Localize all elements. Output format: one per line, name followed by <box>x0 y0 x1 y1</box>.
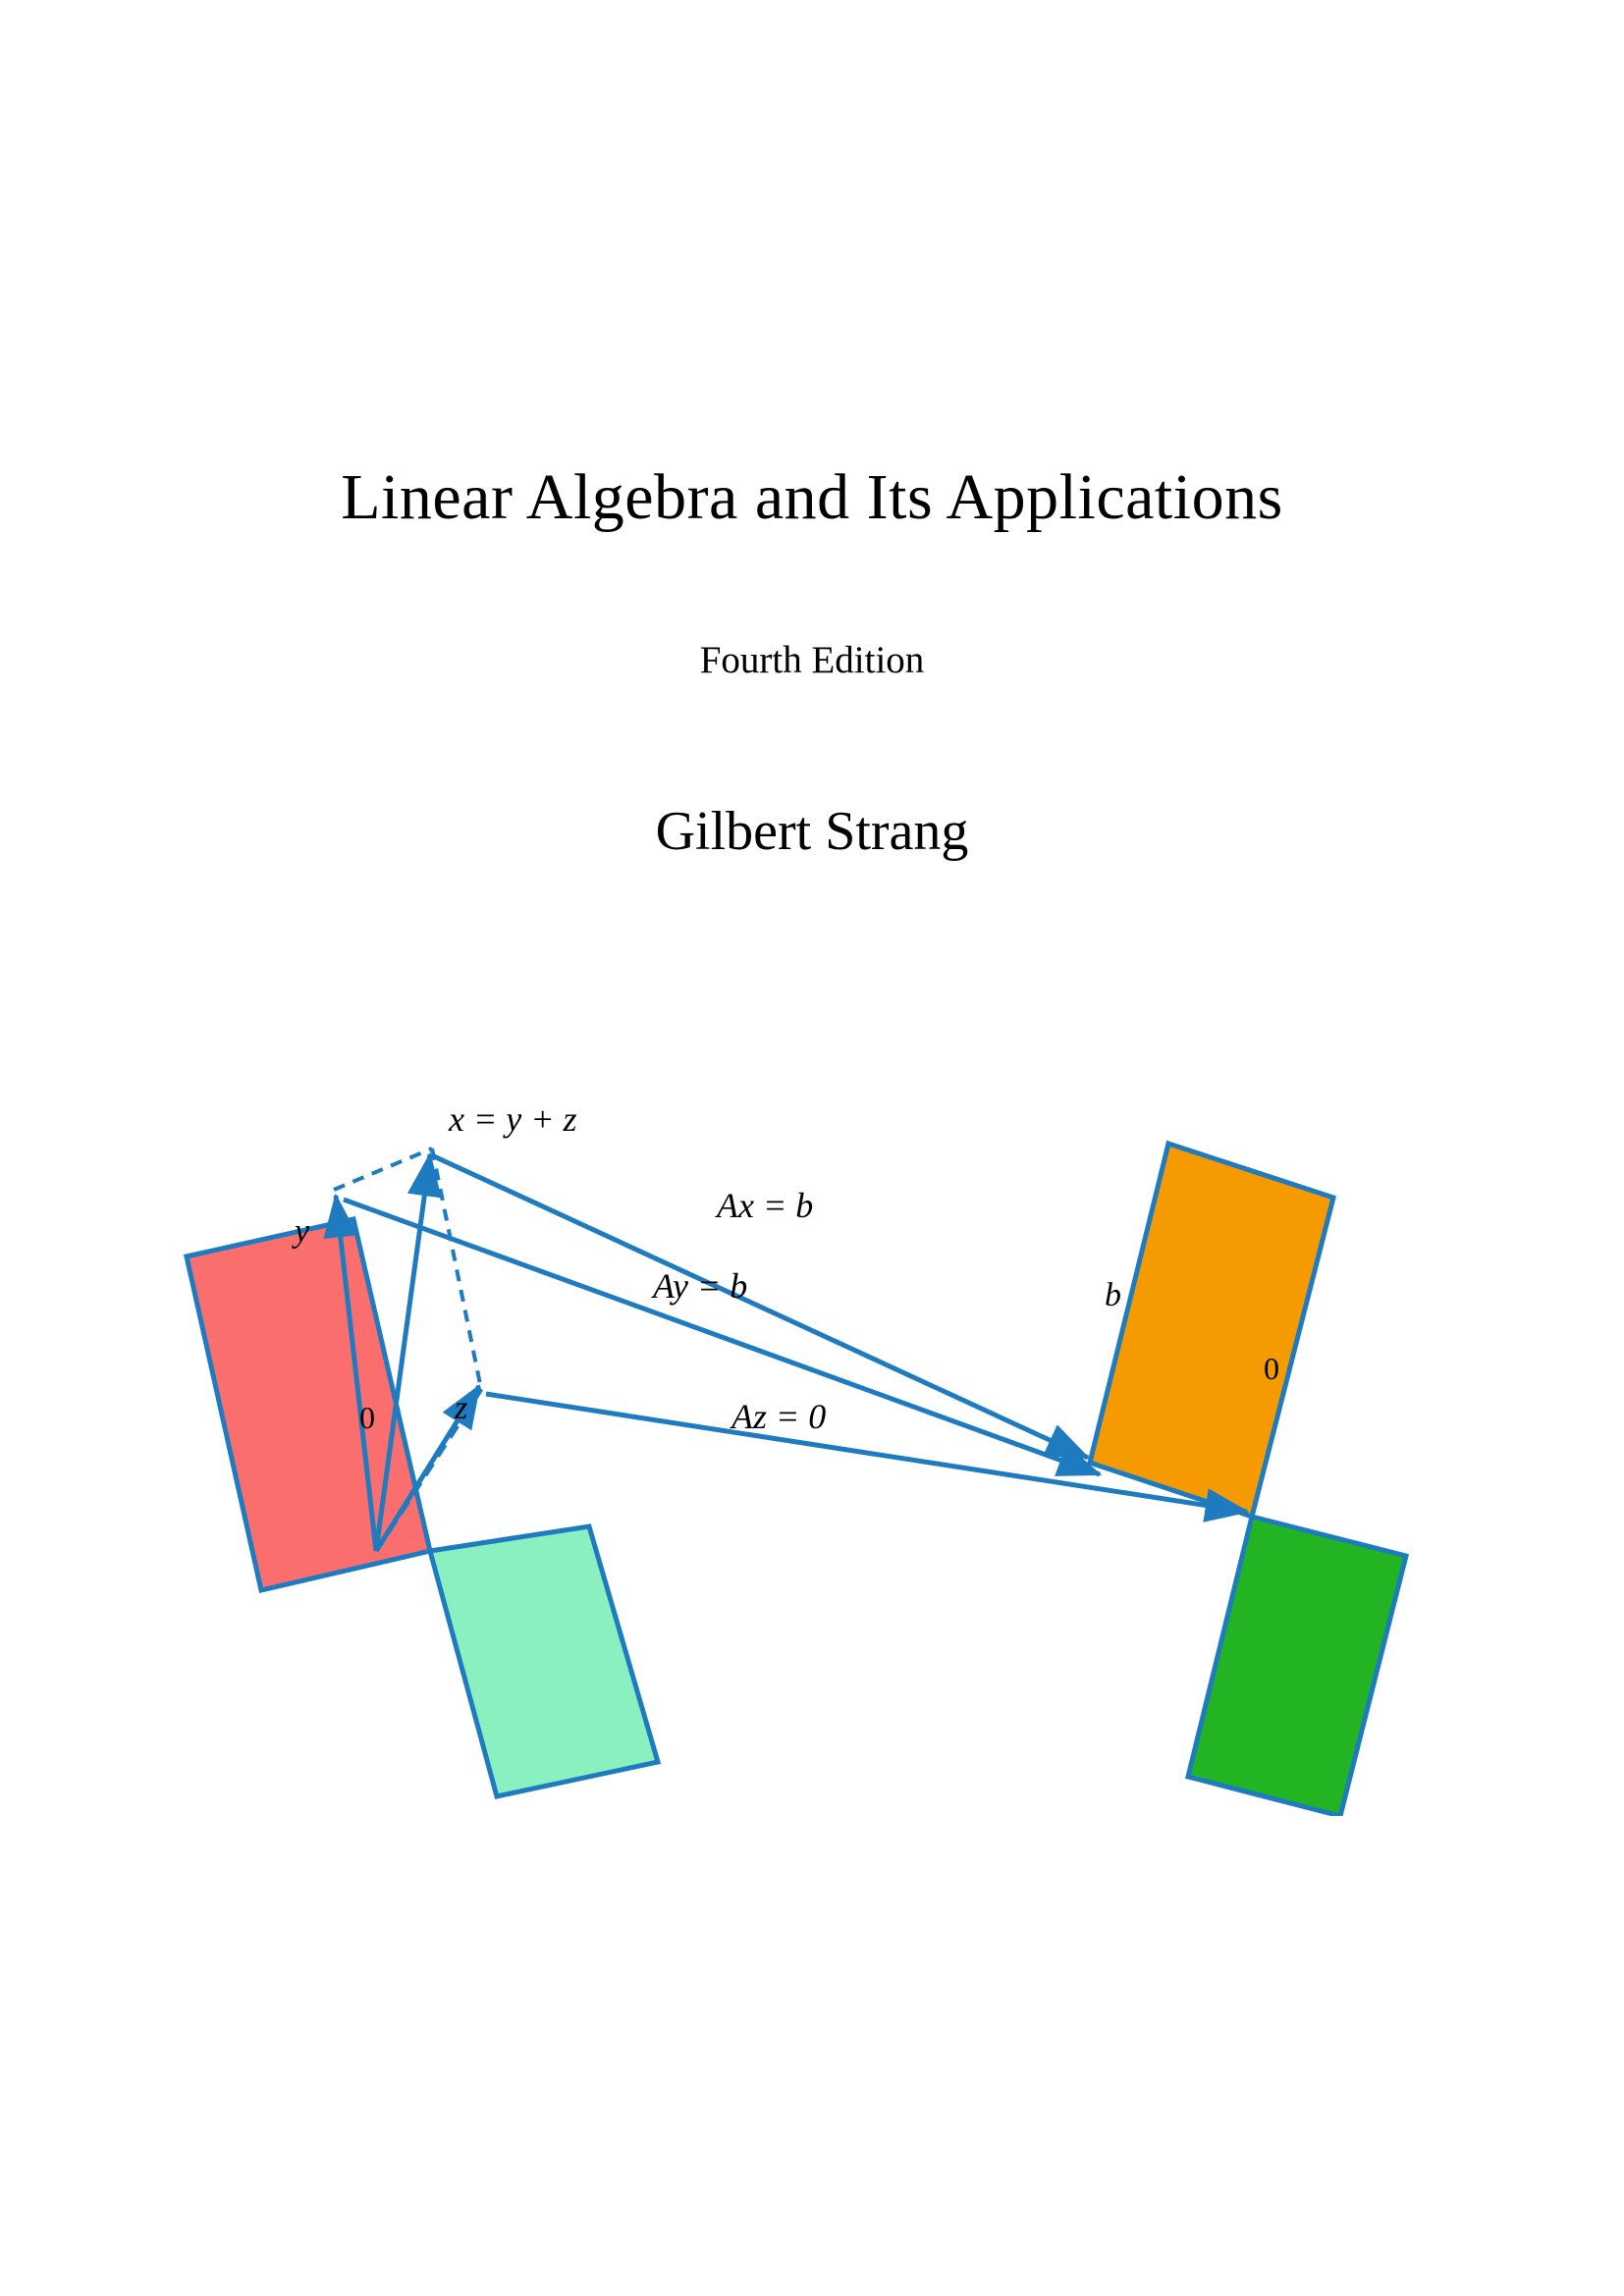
label-z: z <box>455 1390 468 1426</box>
null-space-region <box>430 1526 658 1796</box>
cover-figure <box>167 1109 1463 1816</box>
label-zero-left: 0 <box>359 1400 375 1435</box>
label-ax-b: Ax = b <box>717 1186 814 1225</box>
label-az-0: Az = 0 <box>731 1397 827 1436</box>
page-title: Linear Algebra and Its Applications <box>341 461 1283 534</box>
author-name: Gilbert Strang <box>655 801 969 862</box>
label-zero-right: 0 <box>1264 1351 1279 1386</box>
label-y: y <box>295 1213 310 1250</box>
edition-label: Fourth Edition <box>699 639 925 681</box>
column-space-region <box>1090 1144 1333 1517</box>
label-ay-b: Ay = b <box>653 1266 748 1306</box>
left-null-space-region <box>1188 1517 1406 1816</box>
ay-equals-b-arrow <box>344 1200 1100 1474</box>
label-x-sum: x = y + z <box>449 1109 577 1139</box>
label-b: b <box>1105 1277 1121 1313</box>
